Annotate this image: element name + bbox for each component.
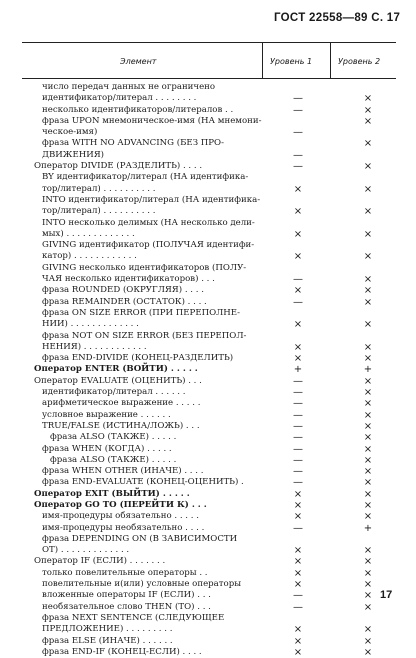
row-element-text: НИИ) . . . . . . . . . . . . .	[42, 319, 139, 330]
row-element-text: фраза ON SIZE ERROR (ПРИ ПЕРЕПОЛНЕ-	[42, 307, 240, 318]
table-row	[34, 579, 399, 590]
table-row	[34, 602, 399, 613]
row-element-text: фраза ALSO (ТАКЖЕ) . . . . .	[50, 454, 177, 465]
table-row	[34, 444, 399, 455]
level-2-mark: ×	[363, 567, 373, 579]
row-element-text: имя-процедуры необязательно . . . .	[42, 522, 205, 533]
row-element-text: необязательное слово THEN (ТО) . . .	[42, 601, 211, 612]
level-2-mark: ×	[363, 138, 373, 150]
level-2-mark: ×	[363, 285, 373, 297]
table-row	[34, 218, 399, 229]
table-row	[34, 387, 399, 398]
table-row	[34, 353, 399, 364]
level-1-mark: —	[293, 161, 303, 173]
table-row	[34, 331, 399, 342]
table-row	[34, 229, 399, 240]
level-1-mark: ×	[293, 228, 303, 240]
level-1-mark: —	[293, 601, 303, 613]
level-1-mark: —	[293, 375, 303, 387]
table-row	[34, 489, 399, 500]
row-element-text: условное выражение . . . . . .	[42, 409, 171, 420]
table-row	[34, 477, 399, 488]
level-1-mark: +	[293, 364, 303, 376]
table-row	[34, 263, 399, 274]
level-1-mark: —	[293, 466, 303, 478]
table-row	[34, 240, 399, 251]
row-element-text: фраза ELSE (ИНАЧЕ) . . . . . .	[42, 635, 173, 646]
table-row	[34, 285, 399, 296]
table-row	[34, 568, 399, 579]
level-2-mark: ×	[363, 375, 373, 387]
level-1-mark: —	[293, 420, 303, 432]
row-element-text: ПРЕДЛОЖЕНИЕ) . . . . . . . . .	[42, 624, 173, 635]
level-2-mark: ×	[363, 296, 373, 308]
level-1-mark: ×	[293, 511, 303, 523]
level-2-mark: ×	[363, 624, 373, 636]
row-element-text: катор) . . . . . . . . . . . .	[42, 251, 137, 262]
table-row	[34, 421, 399, 432]
row-element-text: Оператор EXIT (ВЫЙТИ) . . . . .	[34, 488, 190, 499]
level-2-mark: ×	[363, 466, 373, 478]
level-1-mark: —	[293, 274, 303, 286]
row-element-text: Оператор IF (ЕСЛИ) . . . . . . .	[34, 556, 166, 567]
table-row	[34, 511, 399, 522]
row-element-text: фраза END-IF (КОНЕЦ-ЕСЛИ) . . . .	[42, 646, 202, 657]
column-header-element: Элемент	[120, 57, 157, 66]
level-2-mark: ×	[363, 579, 373, 591]
level-2-mark: ×	[363, 454, 373, 466]
level-1-mark: ×	[293, 341, 303, 353]
level-2-mark: ×	[363, 341, 373, 353]
level-2-mark: ×	[363, 93, 373, 105]
level-1-mark: —	[293, 296, 303, 308]
column-divider-1	[262, 42, 263, 78]
level-1-mark: ×	[293, 624, 303, 636]
row-element-text: BY идентификатор/литерал (НА идентифика-	[42, 172, 249, 183]
running-header: ГОСТ 22558—89 С. 17	[274, 12, 401, 24]
table-row	[34, 319, 399, 330]
level-1-mark: ×	[293, 556, 303, 568]
level-1-mark: —	[293, 127, 303, 139]
level-1-mark: ×	[293, 545, 303, 557]
row-element-text: только повелительные операторы . .	[42, 567, 208, 578]
level-1-mark: ×	[293, 206, 303, 218]
table-row	[34, 636, 399, 647]
level-2-mark: ×	[363, 251, 373, 263]
table-row	[34, 274, 399, 285]
row-element-text: фраза ALSO (ТАКЖЕ) . . . . .	[50, 432, 177, 443]
level-1-mark: ×	[293, 251, 303, 263]
level-2-mark: ×	[363, 398, 373, 410]
table-row	[34, 161, 399, 172]
table-row	[34, 624, 399, 635]
row-element-text: фраза NEXT SENTENCE (СЛЕДУЮЩЕЕ	[42, 612, 225, 623]
table-row	[34, 500, 399, 511]
row-element-text: INTO идентификатор/литерал (НА идентифика-	[42, 194, 261, 205]
level-1-mark: ×	[293, 579, 303, 591]
row-element-text: ДВИЖЕНИЯ)	[42, 149, 105, 160]
row-element-text: фраза REMAINDER (ОСТАТОК) . . . .	[42, 296, 207, 307]
level-2-mark: ×	[363, 409, 373, 421]
level-1-mark: ×	[293, 319, 303, 331]
row-element-text: фраза END-EVALUATE (КОНЕЦ-ОЦЕНИТЬ) .	[42, 477, 244, 488]
table-row	[34, 534, 399, 545]
row-element-text: ческое-имя)	[42, 127, 98, 138]
level-2-mark: ×	[363, 545, 373, 557]
row-element-text: фраза WITH NO ADVANCING (БЕЗ ПРО-	[42, 138, 225, 149]
level-1-mark: —	[293, 432, 303, 444]
level-1-mark: —	[293, 522, 303, 534]
row-element-text: фраза NOT ON SIZE ERROR (БЕЗ ПЕРЕПОЛ-	[42, 330, 247, 341]
level-2-mark: ×	[363, 601, 373, 613]
level-1-mark: —	[293, 398, 303, 410]
row-element-text: Оператор EVALUATE (ОЦЕНИТЬ) . . .	[34, 375, 202, 386]
level-2-mark: ×	[363, 590, 373, 602]
column-divider-2	[330, 42, 331, 78]
table-row	[34, 297, 399, 308]
row-element-text: число передач данных не ограничено	[42, 82, 216, 92]
level-1-mark: ×	[293, 499, 303, 511]
table-row	[34, 172, 399, 183]
table-row	[34, 410, 399, 421]
row-element-text: Оператор GO TO (ПЕРЕЙТИ К) . . .	[34, 499, 207, 510]
table-row	[34, 590, 399, 601]
level-2-mark: ×	[363, 443, 373, 455]
row-element-text: несколько идентификаторов/литералов . .	[42, 104, 234, 115]
table-row	[34, 105, 399, 116]
level-2-mark: ×	[363, 161, 373, 173]
level-1-mark: —	[293, 387, 303, 399]
level-2-mark: ×	[363, 499, 373, 511]
table-row	[34, 455, 399, 466]
table-row	[34, 138, 399, 149]
row-element-text: фраза WHEN OTHER (ИНАЧЕ) . . . .	[42, 466, 204, 477]
level-2-mark: ×	[363, 635, 373, 647]
row-element-text: Оператор DIVIDE (РАЗДЕЛИТЬ) . . . .	[34, 161, 203, 172]
table-row	[34, 150, 399, 161]
level-2-mark: ×	[363, 511, 373, 523]
level-2-mark: ×	[363, 206, 373, 218]
level-2-mark: ×	[363, 477, 373, 489]
table-row	[34, 545, 399, 556]
row-element-text: фраза DEPENDING ON (В ЗАВИСИМОСТИ	[42, 533, 238, 544]
row-element-text: фраза END-DIVIDE (КОНЕЦ-РАЗДЕЛИТЬ)	[42, 353, 234, 364]
level-2-mark: ×	[363, 115, 373, 127]
table-row	[34, 127, 399, 138]
table-row	[34, 116, 399, 127]
level-2-mark: ×	[363, 646, 373, 658]
row-element-text: тор/литерал) . . . . . . . . . .	[42, 206, 156, 217]
level-1-mark: —	[293, 454, 303, 466]
level-1-mark: ×	[293, 646, 303, 658]
table-row	[34, 556, 399, 567]
row-element-text: НЕНИЯ) . . . . . . . . . . . .	[42, 341, 147, 352]
row-element-text: ОТ) . . . . . . . . . . . . .	[42, 545, 130, 556]
level-2-mark: ×	[363, 432, 373, 444]
level-1-mark: ×	[293, 488, 303, 500]
level-1-mark: —	[293, 590, 303, 602]
table-body	[34, 82, 399, 658]
table-row	[34, 398, 399, 409]
row-element-text: имя-процедуры обязательно . . . . .	[42, 511, 199, 522]
row-element-text: идентификатор/литерал . . . . . .	[42, 387, 186, 398]
level-1-mark: —	[293, 104, 303, 116]
row-element-text: GIVING несколько идентификаторов (ПОЛУ-	[42, 262, 247, 273]
table-row	[34, 93, 399, 104]
column-header-level-2: Уровень 2	[338, 57, 381, 66]
row-element-text: повелительные и(или) условные операторы	[42, 579, 242, 590]
row-element-text: тор/литерал) . . . . . . . . . .	[42, 183, 156, 194]
level-2-mark: ×	[363, 556, 373, 568]
table-row	[34, 376, 399, 387]
table-row	[34, 647, 399, 658]
level-2-mark: ×	[363, 183, 373, 195]
row-element-text: фраза UPON мнемоническое-имя (НА мнемони-	[42, 115, 262, 126]
level-1-mark: —	[293, 443, 303, 455]
row-element-text: TRUE/FALSE (ИСТИНА/ЛОЖЬ) . . .	[42, 420, 200, 431]
level-1-mark: —	[293, 409, 303, 421]
level-1-mark: ×	[293, 353, 303, 365]
table-top-rule	[22, 42, 396, 43]
table-row	[34, 364, 399, 375]
table-row	[34, 251, 399, 262]
row-element-text: INTO несколько делимых (НА несколько дели-	[42, 217, 255, 228]
table-row	[34, 342, 399, 353]
row-element-text: ЧАЯ несколько идентификаторов) . . .	[42, 274, 215, 285]
level-2-mark: ×	[363, 353, 373, 365]
level-2-mark: ×	[363, 319, 373, 331]
level-2-mark: ×	[363, 387, 373, 399]
level-2-mark: ×	[363, 488, 373, 500]
level-1-mark: —	[293, 93, 303, 105]
level-2-mark: +	[363, 522, 373, 534]
row-element-text: идентификатор/литерал . . . . . . . .	[42, 93, 197, 104]
row-element-text: Оператор ENTER (ВОЙТИ) . . . . .	[34, 364, 198, 375]
table-row	[34, 206, 399, 217]
page-number: 17	[380, 589, 393, 601]
table-row	[34, 82, 399, 93]
level-1-mark: ×	[293, 183, 303, 195]
level-1-mark: ×	[293, 567, 303, 579]
level-2-mark: ×	[363, 420, 373, 432]
level-1-mark: —	[293, 149, 303, 161]
level-1-mark: —	[293, 477, 303, 489]
row-element-text: фраза WHEN (КОГДА) . . . . .	[42, 443, 172, 454]
table-row	[34, 432, 399, 443]
table-row	[34, 466, 399, 477]
table-header-rule	[22, 78, 396, 79]
level-2-mark: ×	[363, 228, 373, 240]
level-2-mark: ×	[363, 104, 373, 116]
level-1-mark: ×	[293, 635, 303, 647]
table-row	[34, 195, 399, 206]
level-1-mark: ×	[293, 285, 303, 297]
column-header-level-1: Уровень 1	[270, 57, 313, 66]
row-element-text: вложенные операторы IF (ЕСЛИ) . . .	[42, 590, 211, 601]
row-element-text: арифметическое выражение . . . . .	[42, 398, 201, 409]
row-element-text: GIVING идентификатор (ПОЛУЧАЯ идентифи-	[42, 240, 255, 251]
table-row	[34, 523, 399, 534]
level-2-mark: +	[363, 364, 373, 376]
table-row	[34, 184, 399, 195]
level-2-mark: ×	[363, 274, 373, 286]
table-row	[34, 308, 399, 319]
row-element-text: фраза ROUNDED (ОКРУГЛЯЯ) . . . .	[42, 285, 204, 296]
row-element-text: мых) . . . . . . . . . . . . .	[42, 228, 135, 239]
